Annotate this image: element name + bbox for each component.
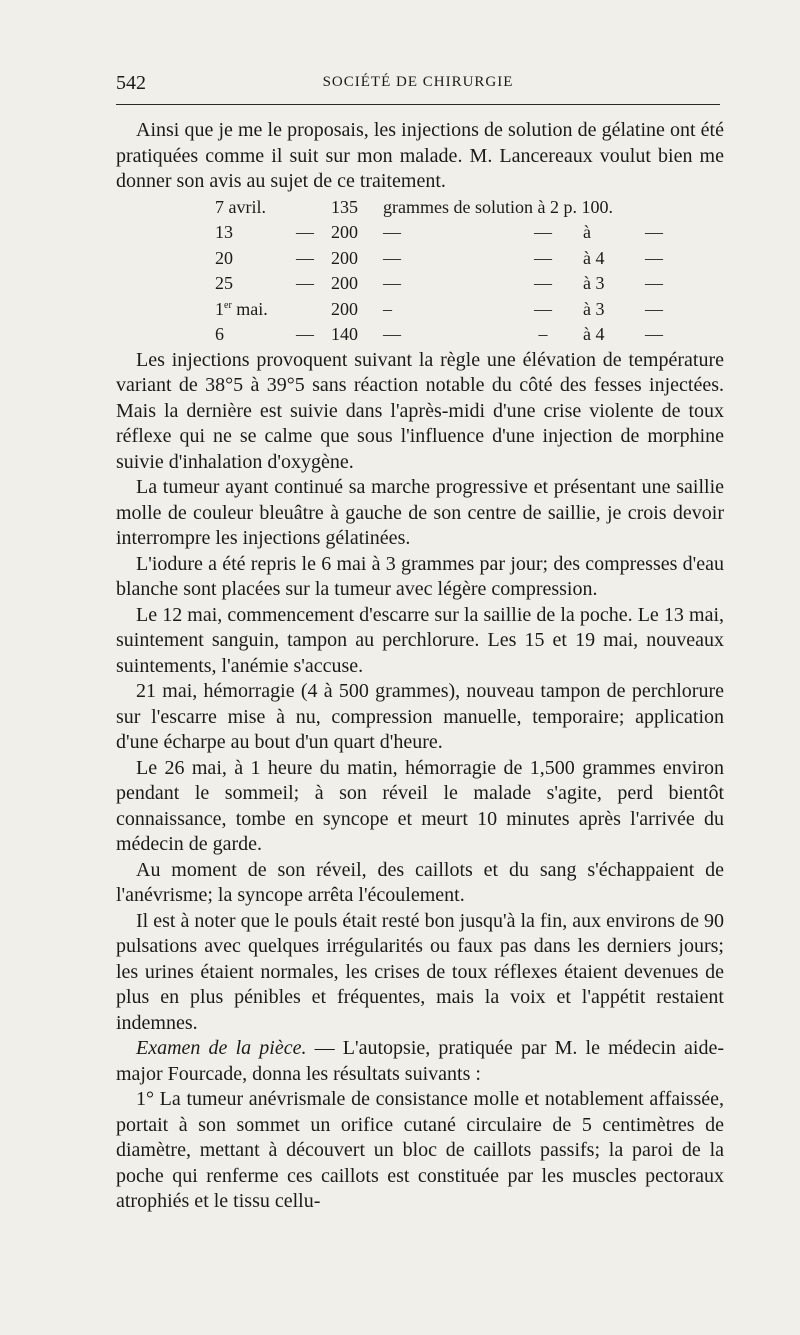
header-rule — [116, 104, 720, 105]
row-date: 6 — [215, 324, 224, 344]
paragraph: Au moment de son réveil, des caillots et du sang s'échappaient de l'anévrisme; la syncope arrêta l'écoulement. — [116, 858, 724, 906]
row-sep: — — [534, 273, 552, 293]
page-number: 542 — [116, 72, 146, 94]
row-dose: à 3 — [583, 273, 605, 293]
table-row — [215, 322, 693, 348]
paragraph: Le 12 mai, commencement d'escarre sur la saillie de la poche. Le 13 mai, suintement sanguin, tampon au perchlorure. Les 15 et 19 mai, nouveaux suintements, l'anémie s'accuse. — [116, 603, 724, 677]
row-tail: — — [645, 273, 663, 293]
row-unit: grammes de solution à 2 p. 100. — [383, 196, 613, 217]
row-sep: — — [296, 273, 314, 293]
paragraph: L'iodure a été repris le 6 mai à 3 grammes par jour; des compresses d'eau blanche sont placées sur la tumeur avec légère compression. — [116, 552, 724, 600]
row-tail: — — [645, 324, 663, 344]
row-date: 25 — [215, 273, 233, 293]
row-quantity: 140 — [331, 324, 358, 344]
exam-heading: Examen de la pièce. — [136, 1037, 307, 1059]
row-tail: — — [645, 222, 663, 242]
exam-text: — L'autopsie, pratiquée par M. le médecin aide-major Fourcade, donna les résultats suivants : — [116, 1037, 724, 1085]
row-dose: à — [583, 222, 591, 242]
row-date: 1er mai. — [215, 298, 268, 319]
table-row — [215, 220, 693, 246]
row-quantity: 200 — [331, 222, 358, 242]
table-row — [215, 195, 693, 221]
table-row — [215, 297, 693, 323]
paragraph: Le 26 mai, à 1 heure du matin, hémorragie de 1,500 grammes environ pendant le sommeil; à son réveil le malade s'agite, perd bientôt connaissance, tombe en syncope et meurt 10 minutes après l'arrivée du médecin de garde. — [116, 756, 724, 855]
paragraph: 21 mai, hémorragie (4 à 500 grammes), nouveau tampon de perchlorure sur l'escarre mise à nu, compression manuelle, temporaire; application d'une écharpe au bout d'un quart d'heure. — [116, 680, 724, 753]
page-body — [116, 118, 724, 1215]
row-dose: à 4 — [583, 247, 605, 268]
row-unit: — — [383, 247, 401, 268]
table-row — [215, 271, 693, 297]
row-date: 13 — [215, 222, 233, 242]
row-sep: — — [296, 324, 314, 344]
row-quantity: 200 — [331, 247, 358, 268]
row-tail: — — [645, 247, 663, 268]
paragraph: Il est à noter que le pouls était resté bon jusqu'à la fin, aux environs de 90 pulsations avec quelques irrégularités ou faux pas dans les derniers jours; les urines étaient normales, les crises de toux réflexes étaient devenues de plus en plus pénibles et fréquentes, mais la voix et l'appétit restaient indemnes. — [116, 909, 724, 1034]
row-date: 20 — [215, 247, 233, 268]
table-row — [215, 246, 693, 272]
row-dose: à 4 — [583, 324, 605, 344]
row-sep: — — [534, 247, 552, 268]
row-sep: — — [534, 222, 552, 242]
row-unit: – — [383, 298, 392, 319]
page-header — [116, 72, 720, 96]
paragraph: Les injections provoquent suivant la règle une élévation de température variant de 38°5 à 39°5 sans réaction notable du côté des fesses injectées. Mais la dernière est suivie dans l'après-midi d'une crise violente de toux réflexe qui ne se calme que sous l'influence d'une injection de morphine suivie d'inhalation d'oxygène. — [116, 348, 724, 473]
exam-paragraph — [116, 1036, 724, 1087]
row-unit: — — [383, 222, 401, 242]
row-unit: — — [383, 273, 401, 293]
row-unit: — — [383, 324, 401, 344]
paragraph: La tumeur ayant continué sa marche progressive et présentant une saillie molle de couleur bleuâtre à gauche de son centre de saillie, je crois devoir interrompre les injections gélatinées. — [116, 476, 724, 549]
final-paragraph: 1° La tumeur anévrismale de consistance molle et notablement affaissée, portait à son sommet un orifice cutané circulaire de 5 centimètres de diamètre, mettant à découvert un bloc de caillots passifs; la paroi de la poche qui renferme ces caillots est constituée par les muscles pectoraux atrophiés et le tissu cellu- — [116, 1088, 724, 1212]
row-quantity: 200 — [331, 298, 358, 319]
row-sep: — — [296, 222, 314, 242]
row-tail: — — [645, 298, 663, 319]
row-sep: – — [538, 324, 548, 344]
intro-paragraph: Ainsi que je me le proposais, les injections de solution de gélatine ont été pratiquées comme il suit sur mon malade. M. Lancereaux voulut bien me donner son avis au sujet de ce traitement. — [116, 119, 724, 192]
row-sep: — — [534, 298, 552, 319]
row-quantity: 135 — [331, 196, 358, 217]
running-title: SOCIÉTÉ DE CHIRURGIE — [322, 74, 514, 90]
row-quantity: 200 — [331, 273, 358, 293]
row-date: 7 avril. — [215, 196, 266, 217]
row-sep: — — [296, 247, 314, 268]
injections-table — [215, 195, 693, 348]
row-dose: à 3 — [583, 298, 605, 319]
